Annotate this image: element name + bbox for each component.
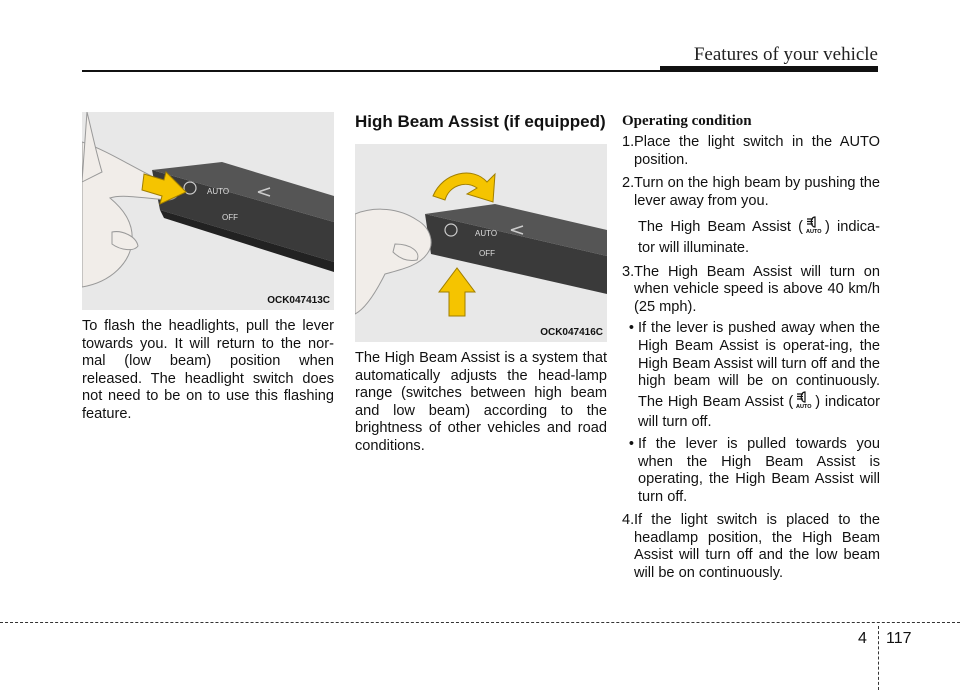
header-title: Features of your vehicle xyxy=(693,44,878,65)
figure-code: OCK047416C xyxy=(540,327,603,338)
step-3-bullets xyxy=(622,320,880,506)
step-3 xyxy=(622,264,880,507)
note-text-after: ) indica-tor will illuminate. xyxy=(638,219,880,256)
step-number: 4. xyxy=(622,512,635,529)
section-heading: High Beam Assist (if equipped) xyxy=(355,112,606,131)
bullet-text: If the lever is pulled towards you when the High Beam Assist is operating, the High Beam Assist will turn off. xyxy=(638,435,880,505)
icon-label: AUTO xyxy=(805,229,822,235)
bullet-text xyxy=(638,320,880,432)
middle-column xyxy=(355,112,607,456)
step-number: 1. xyxy=(622,134,635,150)
step-number: 3. xyxy=(622,263,635,280)
flash-headlights-figure xyxy=(82,112,334,310)
step-2-note xyxy=(622,216,880,257)
header-rule-accent xyxy=(660,66,878,72)
step-text: The High Beam Assist will turn on when vehicle speed is above 40 km/h (25 mph). xyxy=(634,263,880,315)
step-2 xyxy=(622,175,880,257)
bullet-dot: • xyxy=(628,435,634,452)
bullet-text-before: If the lever is pushed away when the High Beam Assist is operat-ing, the High Beam Assist will turn off and the high beam will be on continuously. The High Beam Assist ( xyxy=(638,320,880,410)
bullet-text-after: ) indicator will turn off. xyxy=(638,393,880,431)
icon-label: AUTO xyxy=(796,403,812,409)
high-beam-assist-icon xyxy=(805,216,823,240)
steps-list xyxy=(622,134,880,583)
step-text: Place the light switch in the AUTO position. xyxy=(634,134,880,168)
bullet-item xyxy=(622,320,880,432)
step-4 xyxy=(622,512,880,582)
flash-paragraph: To flash the headlights, pull the lever towards you. It will return to the nor-mal (low beam) position when released. The headlight switch does not need to be on to use this flashing feature. xyxy=(82,318,334,422)
step-1 xyxy=(622,134,880,169)
page-number: 117 xyxy=(886,630,912,647)
bullet-item xyxy=(622,436,880,506)
lever-mark-off: OFF xyxy=(222,213,238,222)
high-beam-figure xyxy=(355,144,607,342)
step-number: 2. xyxy=(622,175,635,192)
operating-condition-heading: Operating condition xyxy=(622,113,752,129)
lever-pull-illustration xyxy=(82,112,334,310)
step-text: If the light switch is placed to the headlamp position, the High Beam Assist will turn off and the low beam will be on continuously. xyxy=(634,512,880,582)
high-beam-assist-icon xyxy=(795,391,813,415)
left-column xyxy=(82,112,334,424)
lever-push-illustration xyxy=(355,144,607,342)
footer-rule xyxy=(0,622,960,623)
lever-mark-off: OFF xyxy=(479,249,495,258)
right-column xyxy=(622,112,880,589)
bullet-dot: • xyxy=(628,320,634,337)
note-text-before: The High Beam Assist ( xyxy=(638,219,803,236)
chapter-number: 4 xyxy=(858,630,867,647)
lever-mark-auto: AUTO xyxy=(475,229,498,238)
figure-code: OCK047413C xyxy=(267,295,330,306)
footer-divider xyxy=(878,626,879,690)
lever-mark-auto: AUTO xyxy=(207,187,230,196)
hba-paragraph: The High Beam Assist is a system that automatically adjusts the head-lamp range (switches between high beam and low beam) according to the brightness of other vehicles and road conditions. xyxy=(355,350,607,454)
step-text: Turn on the high beam by pushing the lever away from you. xyxy=(634,175,880,209)
